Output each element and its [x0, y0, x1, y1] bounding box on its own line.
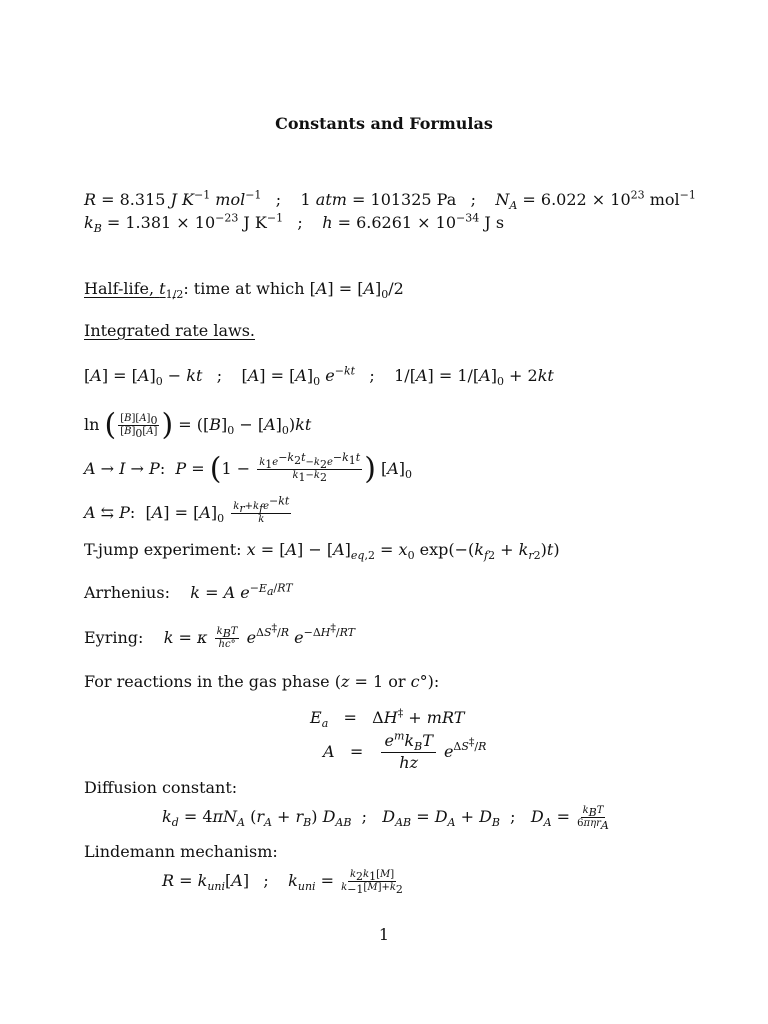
integrated-rate-laws-heading: Integrated rate laws. [84, 321, 255, 340]
eyring-label: Eyring: [84, 627, 144, 647]
atm-value: 101325 [370, 190, 432, 209]
document-page: Constants and Formulas R = 8.315 J $K^{-1}$ mol$^{-1}$ ; 1 atm = 101325 Pa ; $N_A = 6.022 \times 10^{23}$ mol$^{-1}$ $k_B = 1.381 \times 10^{-23}$ J $K^{-1}$ ; $h = 6.6261 \times 10^{-34}$ J s Half-life, $t_{1/2}$: time at which $[A] = [A]_0/2$ Integrated rate laws. $[A] = [A]_0$ − kt ; $[A] = [A]_0$ $e^{-kt}$ ; $1/[A] = 1/[A]_0 + 2kt$ ln ( $\frac{[B][A]_0}{[B]_0[A]}$ ) = $([B]_0 - [A]_0)kt$ A → I → P: P = (1 − $\frac{k_1e^{-k_2t}-k_2e^{-k_1t}}{k_1-k_2}$ ) $[A]_0$ A ⇆ P: $[A] = [A]_0$ $k_r+k_fe^{-kt}$ k T-jump experiment: $x = [A] - [A]_{eq,2} = x_0$ $\exp(-(k_{f2} + k_{r2})t)$ Arrhenius: k = A $e^{-E_a/RT}$ Eyring: k = κ $k_BT$ hc° $e^{\Delta S^\ddagger/R}$ $e^{-\Delta H^\ddagger/RT}$ For reactions in the gas phase (z = 1 or c°): $E_a = \Delta H^\ddagger$ + mRT A = $e^mk_BT$ hz $e^{\Delta S^\ddagger/R}$ Diffusion constant: $k_d = 4\pi N_A$ $(r_A + r_B)$ $D_{AB}$ ; $D_{AB} = D_A + D_B$ ; $D_A$ = $k_BT$ 6πηr$_A$ Lindemann mechanism: $R = k_{uni}[A]$ ; $k_{uni}$ = $\frac{k_2k_1[M]}{k_{-1}[M]+k_2}$ 1 [0, 0, 768, 1024]
planck-exponent: −34 [456, 211, 480, 225]
half-life-label: Half-life, [84, 279, 155, 298]
half-life-definition: : time at which [183, 279, 305, 298]
pre-exponential-equation: A = $e^mk_BT$ hz $e^{\Delta S^\ddagger/R}$ [323, 729, 487, 772]
gas-constant-value: 8.315 [119, 190, 166, 209]
t-jump-label: T-jump experiment: [84, 540, 242, 559]
avogadro-exponent: 23 [630, 188, 645, 202]
constants-line-2: $k_B = 1.381 \times 10^{-23}$ J $K^{-1}$ ; $h = 6.6261 \times 10^{-34}$ J s [84, 211, 505, 236]
gas-phase-or: or [383, 672, 411, 691]
half-life-line: Half-life, $t_{1/2}$: time at which $[A] = [A]_0/2$ [84, 279, 404, 302]
constants-line-1: R = 8.315 J $K^{-1}$ mol$^{-1}$ ; 1 atm = 101325 Pa ; $N_A = 6.022 \times 10^{23}$ mol$^{-1}$ [84, 188, 696, 213]
page-number: 1 [378, 925, 390, 944]
activation-energy-equation: $E_a = \Delta H^\ddagger$ + mRT [310, 706, 465, 731]
gas-phase-line: For reactions in the gas phase (z = 1 or c°): [84, 672, 440, 691]
arrhenius-equation: Arrhenius: k = A $e^{-E_a/RT}$ [84, 581, 293, 602]
diffusion-heading: Diffusion constant: [84, 778, 238, 797]
avogadro-value: 6.022 [540, 190, 587, 209]
lindemann-heading: Lindemann mechanism: [84, 842, 278, 861]
boltzmann-value: 1.381 [125, 213, 172, 232]
boltzmann-exponent: −23 [215, 211, 239, 225]
planck-value: 6.6261 [356, 213, 413, 232]
t-jump-equation: T-jump experiment: $x = [A] - [A]_{eq,2} = x_0$ $\exp(-(k_{f2} + k_{r2})t)$ [84, 540, 560, 563]
rate-laws-equation: $[A] = [A]_0$ − kt ; $[A] = [A]_0$ $e^{-kt}$ ; $1/[A] = 1/[A]_0 + 2kt$ [84, 364, 554, 389]
page-title: Constants and Formulas [275, 114, 493, 133]
arrhenius-label: Arrhenius: [84, 583, 170, 602]
gas-phase-label: For reactions in the gas phase ( [84, 672, 341, 691]
